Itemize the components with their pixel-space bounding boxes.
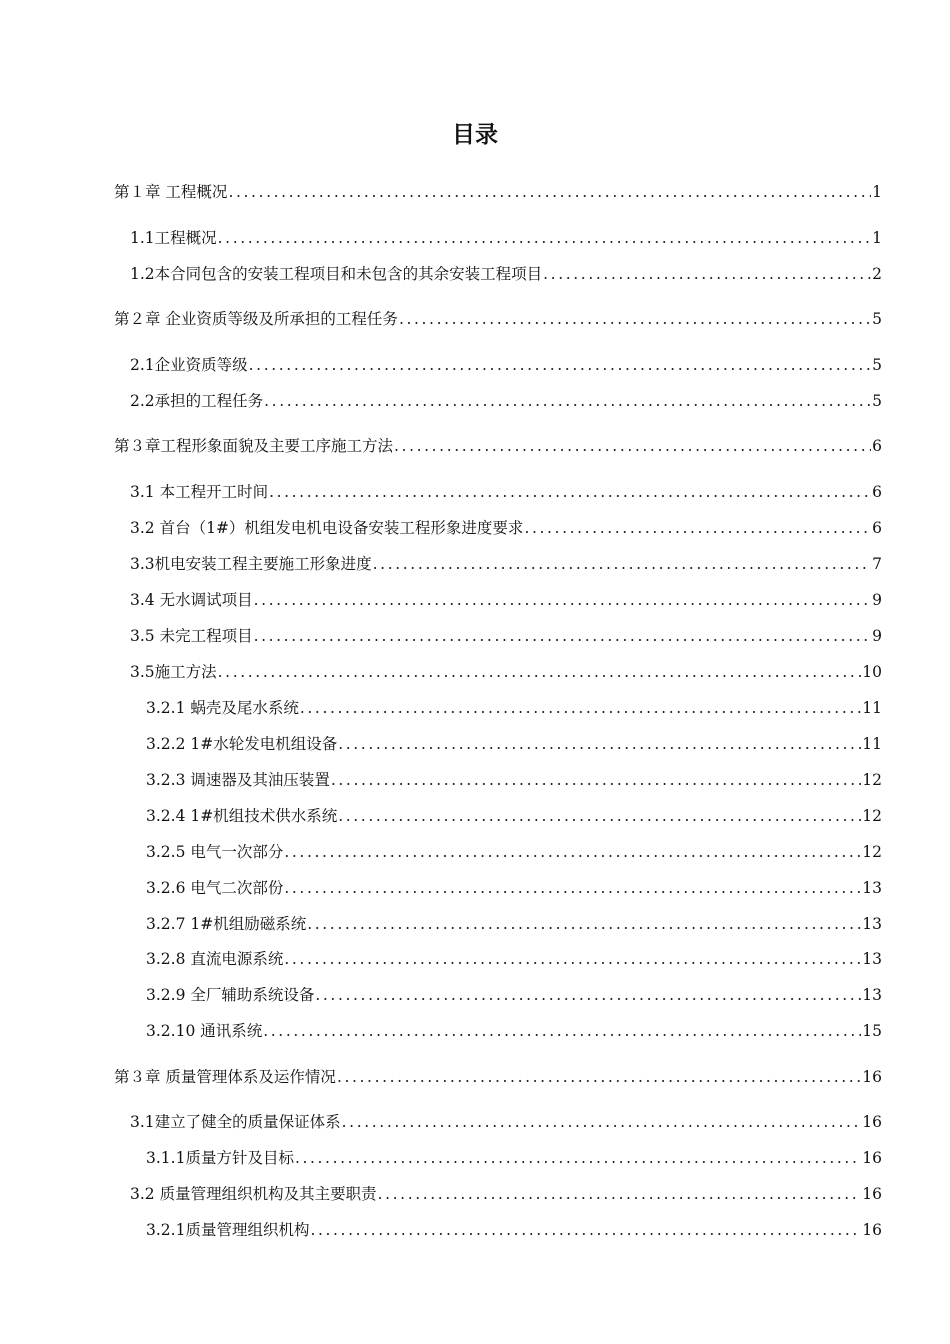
toc-leader-dots bbox=[284, 950, 861, 968]
toc-leader-dots bbox=[254, 591, 872, 609]
toc-entry-label: 第３章 质量管理体系及运作情况 bbox=[114, 1068, 336, 1086]
toc-leader-dots bbox=[284, 879, 861, 897]
toc-entry[interactable] bbox=[146, 1146, 882, 1170]
toc-entry-page: 2 bbox=[872, 265, 882, 283]
toc-entry-page: 1 bbox=[872, 183, 882, 201]
toc-entry-page: 1 bbox=[872, 229, 882, 247]
toc-entry[interactable] bbox=[146, 804, 882, 828]
toc-entry[interactable] bbox=[146, 696, 882, 720]
toc-entry-page: 16 bbox=[862, 1149, 882, 1167]
toc-entry[interactable] bbox=[130, 1182, 882, 1206]
toc-leader-dots bbox=[228, 183, 871, 201]
toc-entry[interactable] bbox=[130, 226, 882, 250]
toc-entry-page: 9 bbox=[872, 627, 882, 645]
toc-entry-page: 12 bbox=[862, 807, 882, 825]
toc-entry[interactable] bbox=[130, 389, 882, 413]
toc-entry-page: 13 bbox=[862, 915, 882, 933]
toc-entry[interactable] bbox=[130, 588, 882, 612]
toc-leader-dots bbox=[378, 1185, 862, 1203]
toc-entry[interactable] bbox=[114, 307, 882, 331]
toc-entry-page: 5 bbox=[872, 356, 882, 374]
toc-entry-page: 7 bbox=[872, 555, 882, 573]
toc-leader-dots bbox=[269, 483, 871, 501]
toc-entry-label: 3.2.6 电气二次部份 bbox=[146, 879, 284, 897]
toc-leader-dots bbox=[338, 735, 861, 753]
toc-entry[interactable] bbox=[130, 353, 882, 377]
toc-entry-label: 3.2.2 1#水轮发电机组设备 bbox=[146, 735, 338, 753]
toc-entry-label: 3.2 质量管理组织机构及其主要职责 bbox=[130, 1185, 377, 1203]
toc-entry-label: 3.4 无水调试项目 bbox=[130, 591, 253, 609]
toc-leader-dots bbox=[263, 1022, 861, 1040]
toc-entry-label: 1.2本合同包含的安装工程项目和未包含的其余安装工程项目 bbox=[130, 265, 543, 283]
toc-entry-label: 3.2.7 1#机组励磁系统 bbox=[146, 915, 307, 933]
toc-entry-page: 13 bbox=[862, 879, 882, 897]
toc-entry-label: 3.2.4 1#机组技术供水系统 bbox=[146, 807, 338, 825]
toc-entry-label: 3.1.1质量方针及目标 bbox=[146, 1149, 294, 1167]
toc-leader-dots bbox=[394, 437, 871, 455]
toc-entry-label: 2.1企业资质等级 bbox=[130, 356, 248, 374]
toc-entry[interactable] bbox=[146, 1218, 882, 1242]
toc-entry-page: 16 bbox=[862, 1113, 882, 1131]
toc-entry-page: 9 bbox=[872, 591, 882, 609]
toc-leader-dots bbox=[524, 519, 871, 537]
toc-entry[interactable] bbox=[114, 434, 882, 458]
toc-entry-label: 3.2 首台（1#）机组发电机电设备安装工程形象进度要求 bbox=[130, 519, 524, 537]
toc-leader-dots bbox=[342, 1113, 862, 1131]
toc-entry-page: 6 bbox=[872, 519, 882, 537]
toc-entry-label: 2.2承担的工程任务 bbox=[130, 392, 264, 410]
toc-entry-page: 6 bbox=[872, 483, 882, 501]
toc-entry[interactable] bbox=[130, 480, 882, 504]
toc-leader-dots bbox=[331, 771, 861, 789]
toc-entry-label: 3.2.8 直流电源系统 bbox=[146, 950, 284, 968]
toc-entry-label: 第２章 企业资质等级及所承担的工程任务 bbox=[114, 310, 398, 328]
toc-leader-dots bbox=[373, 555, 871, 573]
toc-entry[interactable] bbox=[114, 1065, 882, 1089]
toc-entry-page: 13 bbox=[862, 986, 882, 1004]
toc-entry-label: 1.1工程概况 bbox=[130, 229, 217, 247]
toc-leader-dots bbox=[295, 1149, 861, 1167]
toc-entry[interactable] bbox=[146, 912, 882, 936]
toc-entry[interactable] bbox=[146, 768, 882, 792]
toc-leader-dots bbox=[307, 915, 861, 933]
toc-leader-dots bbox=[254, 627, 872, 645]
toc-entry-label: 3.2.5 电气一次部分 bbox=[146, 843, 284, 861]
toc-leader-dots bbox=[543, 265, 871, 283]
toc-leader-dots bbox=[337, 1068, 861, 1086]
toc-entry-page: 6 bbox=[872, 437, 882, 455]
toc-leader-dots bbox=[218, 229, 871, 247]
toc-leader-dots bbox=[300, 699, 861, 717]
toc-entry-page: 16 bbox=[862, 1221, 882, 1239]
toc-entry-label: 第１章 工程概况 bbox=[114, 183, 228, 201]
toc-entry[interactable] bbox=[146, 947, 882, 971]
toc-entry[interactable] bbox=[146, 840, 882, 864]
toc-entry-label: 第３章工程形象面貌及主要工序施工方法 bbox=[114, 437, 394, 455]
toc-entry-label: 3.2.3 调速器及其油压装置 bbox=[146, 771, 330, 789]
toc-leader-dots bbox=[218, 663, 862, 681]
toc-entry[interactable] bbox=[146, 1019, 882, 1043]
toc-entry-page: 5 bbox=[872, 392, 882, 410]
toc-entry-page: 10 bbox=[862, 663, 882, 681]
toc-leader-dots bbox=[315, 986, 861, 1004]
toc-entry-label: 3.2.1质量管理组织机构 bbox=[146, 1221, 310, 1239]
toc-entry-label: 3.2.1 蜗壳及尾水系统 bbox=[146, 699, 299, 717]
toc-leader-dots bbox=[338, 807, 861, 825]
toc-leader-dots bbox=[399, 310, 871, 328]
toc-entry[interactable] bbox=[146, 983, 882, 1007]
toc-leader-dots bbox=[249, 356, 871, 374]
toc-entry[interactable] bbox=[130, 660, 882, 684]
toc-entry-label: 3.5 未完工程项目 bbox=[130, 627, 253, 645]
toc-entry-label: 3.3机电安装工程主要施工形象进度 bbox=[130, 555, 372, 573]
toc-entry[interactable] bbox=[114, 180, 882, 204]
toc-entry-page: 12 bbox=[862, 843, 882, 861]
toc-entry-page: 13 bbox=[862, 950, 882, 968]
toc-entry-page: 11 bbox=[862, 735, 882, 753]
toc-entry[interactable] bbox=[130, 516, 882, 540]
toc-entry-label: 3.1建立了健全的质量保证体系 bbox=[130, 1113, 341, 1131]
toc-entry-page: 11 bbox=[862, 699, 882, 717]
toc-entry-page: 16 bbox=[862, 1185, 882, 1203]
toc-entry-page: 12 bbox=[862, 771, 882, 789]
toc-entry[interactable] bbox=[146, 732, 882, 756]
toc-entry-label: 3.2.9 全厂辅助系统设备 bbox=[146, 986, 315, 1004]
toc-entry[interactable] bbox=[130, 624, 882, 648]
toc-title: 目录 bbox=[452, 122, 498, 148]
toc-leader-dots bbox=[264, 392, 871, 410]
toc-entry-label: 3.5施工方法 bbox=[130, 663, 217, 681]
toc-entry[interactable] bbox=[130, 262, 882, 286]
toc-entry[interactable] bbox=[146, 876, 882, 900]
toc-entry-page: 15 bbox=[862, 1022, 882, 1040]
toc-leader-dots bbox=[310, 1221, 861, 1239]
toc-entry-label: 3.1 本工程开工时间 bbox=[130, 483, 269, 501]
toc-entry[interactable] bbox=[130, 552, 882, 576]
toc-entry-label: 3.2.10 通讯系统 bbox=[146, 1022, 263, 1040]
toc-entry[interactable] bbox=[130, 1110, 882, 1134]
toc-leader-dots bbox=[284, 843, 861, 861]
toc-entry-page: 5 bbox=[872, 310, 882, 328]
toc-entry-page: 16 bbox=[862, 1068, 882, 1086]
